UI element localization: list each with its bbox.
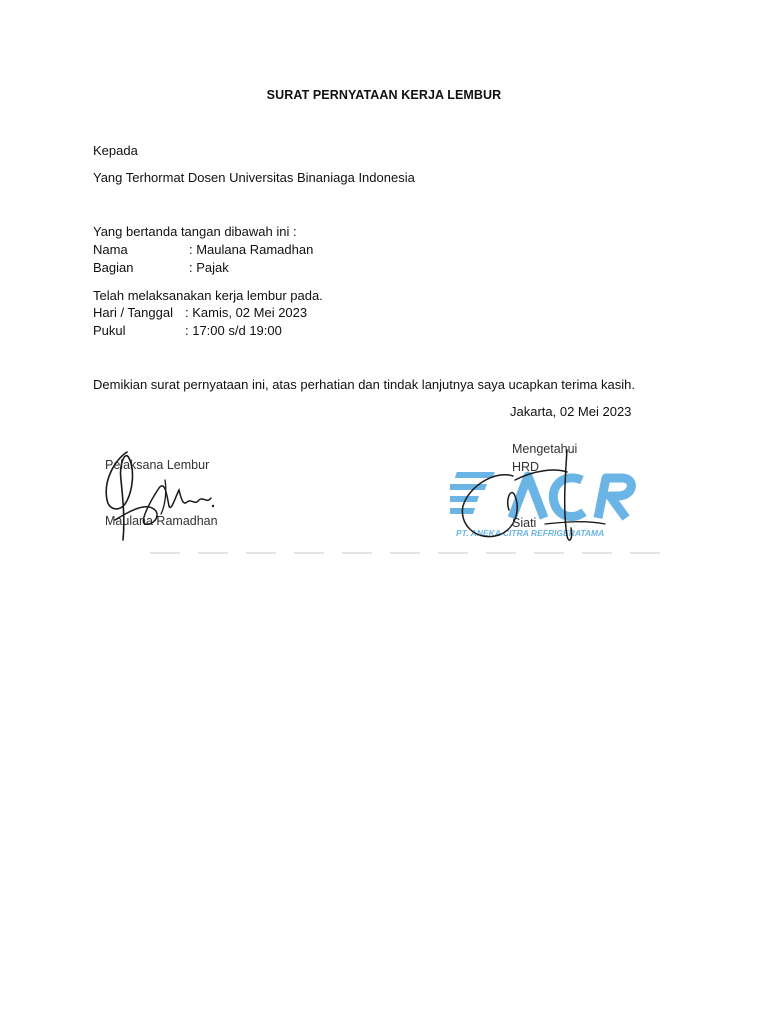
right-signature-name: Siati xyxy=(512,516,537,530)
field-bagian xyxy=(93,260,229,275)
field-nama-label: Nama xyxy=(93,242,128,257)
field-time xyxy=(93,323,282,338)
recipient-name: Yang Terhormat Dosen Universitas Binaniaga Indonesia xyxy=(93,170,415,185)
right-signature-acknowledge: Mengetahui xyxy=(512,442,578,456)
recipient-to: Kepada xyxy=(93,143,138,158)
signer-intro: Yang bertanda tangan dibawah ini : xyxy=(93,224,297,239)
place-date: Jakarta, 02 Mei 2023 xyxy=(510,404,632,419)
field-bagian-label: Bagian xyxy=(93,260,134,275)
left-signature-role: Pelaksana Lembur xyxy=(105,458,210,472)
closing-sentence: Demikian surat pernyataan ini, atas perhatian dan tindak lanjutnya saya ucapkan terima kasih. xyxy=(93,377,635,392)
field-date-value: : Kamis, 02 Mei 2023 xyxy=(185,305,308,320)
field-time-value: : 17:00 s/d 19:00 xyxy=(185,323,282,338)
left-handwritten-signature xyxy=(95,440,225,550)
field-nama xyxy=(93,242,313,257)
field-date xyxy=(93,305,307,320)
overtime-intro: Telah melaksanakan kerja lembur pada. xyxy=(93,288,323,303)
field-date-label: Hari / Tanggal xyxy=(93,305,173,320)
field-nama-value: : Maulana Ramadhan xyxy=(189,242,314,257)
field-time-label: Pukul xyxy=(93,323,126,338)
right-signature-role: HRD xyxy=(512,460,540,474)
scan-artifact xyxy=(150,548,660,558)
left-signature-name: Maulana Ramadhan xyxy=(105,514,218,528)
right-handwritten-signature xyxy=(455,440,635,550)
field-bagian-value: : Pajak xyxy=(189,260,229,275)
company-stamp-text: PT. ANEKA CITRA REFRIGERATAMA xyxy=(456,528,605,538)
document-title: SURAT PERNYATAAN KERJA LEMBUR xyxy=(266,88,502,102)
